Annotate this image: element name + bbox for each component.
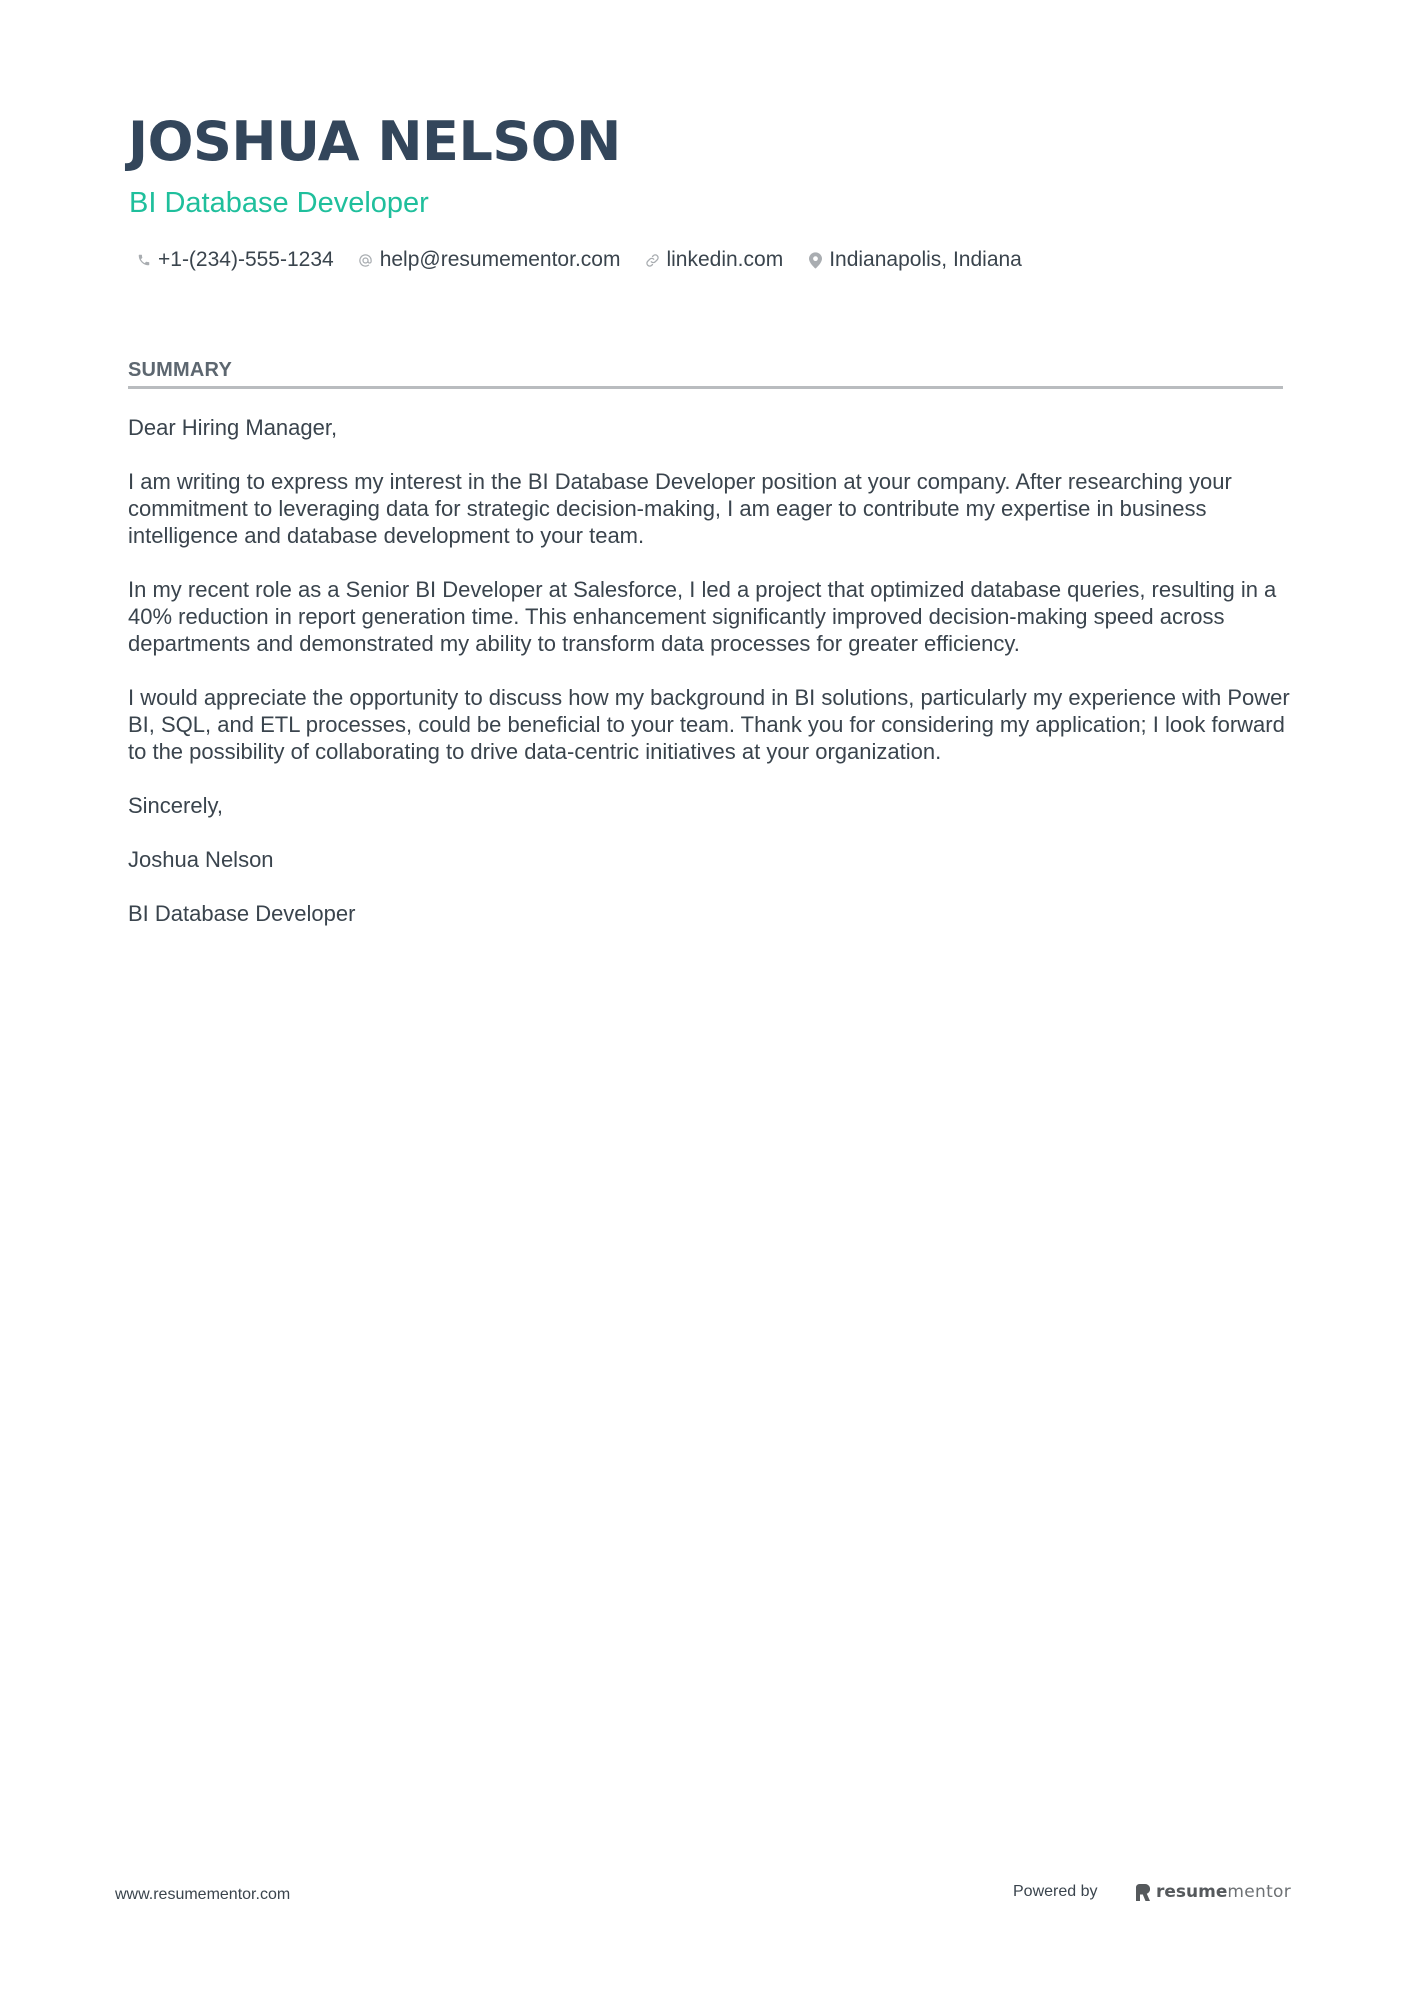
phone-text[interactable]: +1-(234)-555-1234	[158, 248, 334, 271]
phone-icon	[136, 249, 152, 271]
at-icon	[358, 249, 374, 271]
paragraph: I would appreciate the opportunity to discuss how my background in BI solutions, particularly my experience with Power BI, SQL, and ETL processes, could be beneficial to your team. Thank you for considering my application; I look forward to the possibility of collaborating to drive data-centric initiatives at your organization.	[128, 685, 1290, 764]
salutation: Dear Hiring Manager,	[128, 415, 338, 440]
paragraph: In my recent role as a Senior BI Developer at Salesforce, I led a project that optimized database queries, resulting in a 40% reduction in report generation time. This enhancement significantly improved decision-making speed across departments and demonstrated my ability to transform data processes for greater efficiency.	[128, 577, 1277, 656]
letter-body	[128, 414, 1293, 954]
paragraph: I am writing to express my interest in the BI Database Developer position at your company. After researching your commitment to leveraging data for strategic decision-making, I am eager to contribute my expertise in business intelligence and database development to your team.	[128, 469, 1232, 548]
section-title: SUMMARY	[128, 359, 232, 381]
powered-by-label: Powered by	[1013, 1883, 1098, 1900]
brand-word-bold: resume	[1156, 1882, 1228, 1902]
contact-phone	[136, 246, 334, 274]
contact-location	[807, 246, 1022, 274]
contact-email	[358, 246, 621, 274]
footer-website-link[interactable]: www.resumementor.com	[115, 1886, 291, 1903]
job-title: BI Database Developer	[129, 187, 429, 219]
contact-linkedin	[644, 246, 783, 274]
section-divider	[128, 386, 1283, 389]
location-pin-icon	[807, 249, 823, 271]
resumementor-logo-icon	[1136, 1884, 1150, 1901]
signature-title: BI Database Developer	[128, 901, 356, 926]
closing: Sincerely,	[128, 793, 223, 818]
candidate-name: JOSHUA NELSON	[128, 110, 621, 173]
brand-word-light: mentor	[1227, 1882, 1292, 1902]
link-icon	[644, 249, 660, 271]
summary-section-header	[128, 358, 1283, 389]
resumementor-logo[interactable]	[1136, 1880, 1291, 1904]
email-text[interactable]: help@resumementor.com	[379, 248, 621, 271]
contact-bar	[136, 246, 1046, 274]
location-text: Indianapolis, Indiana	[829, 248, 1022, 271]
signature-name: Joshua Nelson	[128, 847, 274, 872]
linkedin-text[interactable]: linkedin.com	[666, 248, 784, 271]
